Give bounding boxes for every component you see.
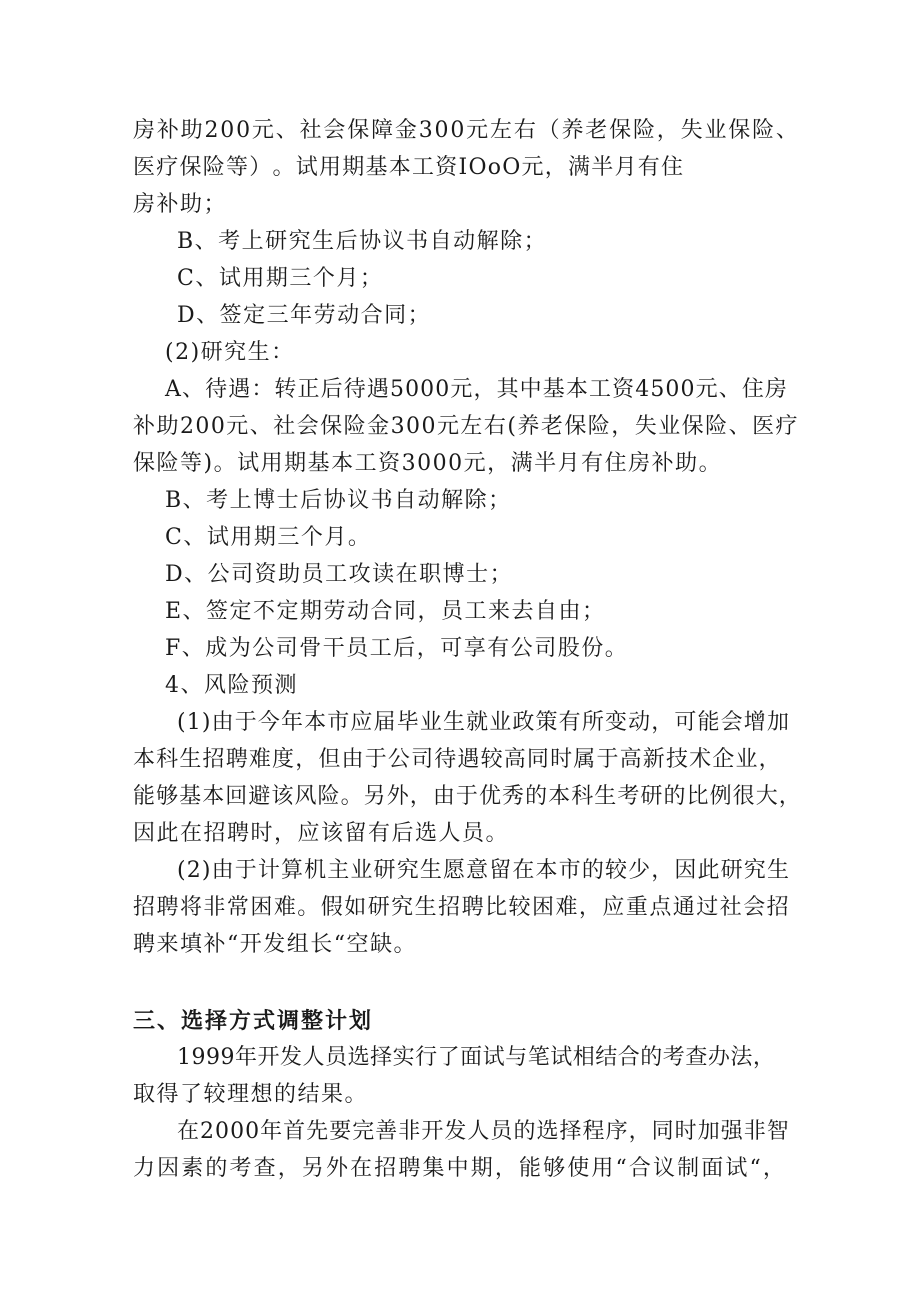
text-line: 保险等)。试用期基本工资3000元，满半月有住房补助。 — [133, 451, 723, 476]
list-item: B、考上博士后协议书自动解除； — [165, 488, 512, 513]
list-item: D、签定三年劳动合同； — [177, 303, 432, 328]
list-item: A 、 待 遇 ： 转 正 后 待 遇 5 0 0 0 元 ， 其 中 基 本 工 资 4 5 0 0 元 、 住 房 — [165, 377, 787, 402]
list-item: C、试用期三个月。 — [165, 525, 372, 550]
section-heading: 三、选择方式调整计划 — [133, 1008, 374, 1034]
paragraph-line: 取得了较理想的结果。 — [133, 1082, 369, 1107]
paragraph-line: ( 2 ) 由 于 计 算 机 主 业 研 究 生 愿 意 留 在 本 市 的 较 少 ， 因 此 研 究 生 — [177, 858, 789, 883]
list-item: D、公司资助员工攻读在职博士； — [165, 562, 514, 587]
list-item: C、试用期三个月； — [177, 266, 384, 291]
paragraph-line: 因此在招聘时，应该留有后选人员。 — [133, 821, 510, 846]
text-line: 房补助； — [133, 192, 228, 217]
section-subheading: (2)研究生： — [165, 340, 295, 365]
text-line: 补 助 2 0 0 元 、 社 会 保 险 金 3 0 0 元 左 右 ( 养 老 保 险 ， 失 业 保 险 、 医 疗 — [133, 414, 798, 439]
paragraph-line: 在 2 0 0 0 年 首 先 要 完 善 非 开 发 人 员 的 选 择 程 序 ， 同 时 加 强 非 智 — [177, 1119, 789, 1144]
paragraph-line: ( 1 ) 由 于 今 年 本 市 应 届 毕 业 生 就 业 政 策 有 所 变 动 ， 可 能 会 增 加 — [177, 710, 789, 735]
paragraph-line: 本 科 生 招 聘 难 度 ， 但 由 于 公 司 待 遇 较 高 同 时 属 于 高 新 技 术 企 业 ， — [133, 747, 781, 772]
paragraph-line: 能 够 基 本 回 避 该 风 险 。 另 外 ， 由 于 优 秀 的 本 科 生 考 研 的 比 例 很 大 ， — [133, 784, 801, 809]
section-subheading: 4、风险预测 — [165, 673, 298, 698]
paragraph-line: 1 9 9 9 年 开 发 人 员 选 择 实 行 了 面 试 与 笔 试 相 结 合 的 考 查 办 法 ， — [177, 1045, 775, 1070]
paragraph-line: 力 因 素 的 考 查 ， 另 外 在 招 聘 集 中 期 ， 能 够 使 用 “ 合 议 制 面 试 “ ， — [133, 1156, 785, 1181]
list-item: E、签定不定期劳动合同，员工来去自由； — [165, 599, 606, 624]
list-item: B、考上研究生后协议书自动解除； — [177, 229, 548, 254]
text-line: 医 疗 保 险 等 ） 。 试 用 期 基 本 工 资 I O o O 元 ， 满 半 月 有 住 — [133, 155, 683, 180]
text-line: 房 补 助 2 0 0 元 、 社 会 保 障 金 3 0 0 元 左 右 （ 养 老 保 险 ， 失 业 保 险 、 — [133, 118, 798, 143]
paragraph-line: 聘来填补“开发组长“空缺。 — [133, 932, 417, 957]
list-item: F、成为公司骨干员工后，可享有公司股份。 — [165, 636, 629, 661]
paragraph-line: 招 聘 将 非 常 困 难 。 假 如 研 究 生 招 聘 比 较 困 难 ， 应 重 点 通 过 社 会 招 — [133, 895, 789, 920]
